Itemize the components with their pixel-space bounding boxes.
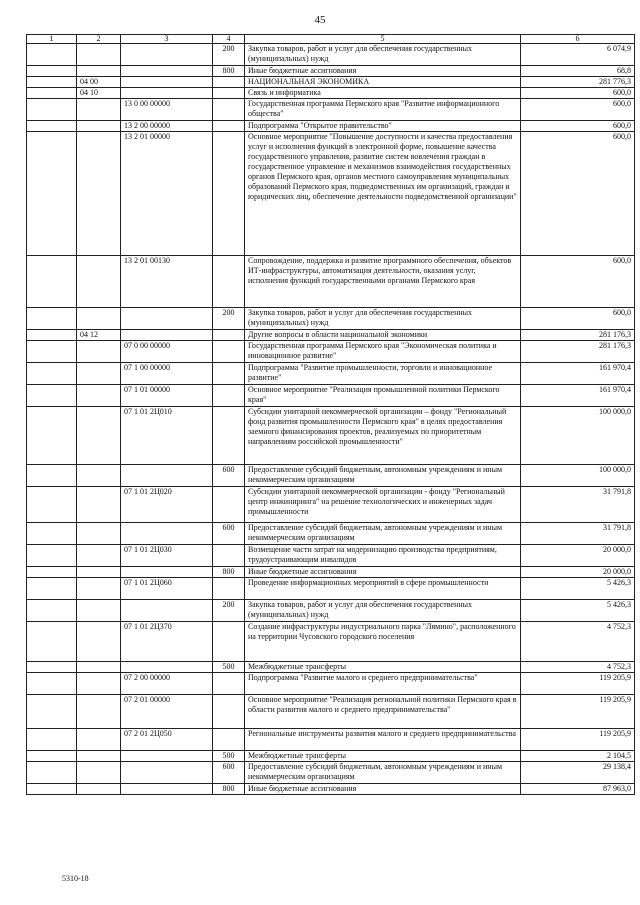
table-row xyxy=(27,487,635,523)
description-cell: Создание инфраструктуры индустриального парка "Лямино", расположенного на территории Чусовского городского поселения xyxy=(245,622,521,662)
table-row xyxy=(27,44,635,66)
target-article-cell: 07 1 01 2Ц060 xyxy=(121,578,213,600)
table-row xyxy=(27,99,635,121)
target-article-cell: 07 1 01 2Ц020 xyxy=(121,487,213,523)
expense-type-cell xyxy=(213,695,245,729)
amount-cell: 281 176,3 xyxy=(521,341,635,363)
amount-cell: 161 970,4 xyxy=(521,363,635,385)
subsection-cell xyxy=(77,673,121,695)
section-cell xyxy=(27,341,77,363)
expense-type-cell xyxy=(213,385,245,407)
amount-cell: 100 000,0 xyxy=(521,407,635,465)
table-row xyxy=(27,407,635,465)
expense-type-cell xyxy=(213,545,245,567)
section-cell xyxy=(27,132,77,256)
expense-type-cell: 600 xyxy=(213,465,245,487)
table-row xyxy=(27,132,635,256)
amount-cell: 600,0 xyxy=(521,308,635,330)
expense-type-cell xyxy=(213,99,245,121)
section-cell xyxy=(27,66,77,77)
column-header: 6 xyxy=(521,35,635,44)
description-cell: Другие вопросы в области национальной экономики xyxy=(245,330,521,341)
expense-type-cell: 800 xyxy=(213,567,245,578)
table-row xyxy=(27,695,635,729)
expense-type-cell xyxy=(213,256,245,308)
description-cell: Проведение информационных мероприятий в сфере промышленности xyxy=(245,578,521,600)
amount-cell: 100 000,0 xyxy=(521,465,635,487)
amount-cell: 600,0 xyxy=(521,121,635,132)
description-cell: Предоставление субсидий бюджетным, автономным учреждениям и иным некоммерческим организациям xyxy=(245,523,521,545)
description-cell: Основное мероприятие "Повышение доступности и качества предоставления услуг и исполнения функций в электронной форме, повышение качества государственного управления, развитие систем вовлечения граждан в государственное управление и механизмов взаимодействия государственных органов Пермского края, органов местного самоуправления муниципальных образований Пермского края, подведомственных им организаций, граждан и юридических лиц, обеспечение деятельности подведомственной организации" xyxy=(245,132,521,256)
target-article-cell xyxy=(121,567,213,578)
budget-table xyxy=(26,34,635,795)
section-cell xyxy=(27,784,77,795)
amount-cell: 4 752,3 xyxy=(521,662,635,673)
table-row xyxy=(27,673,635,695)
expense-type-cell xyxy=(213,330,245,341)
section-cell xyxy=(27,673,77,695)
subsection-cell xyxy=(77,729,121,751)
table-row xyxy=(27,662,635,673)
section-cell xyxy=(27,44,77,66)
amount-cell: 600,0 xyxy=(521,88,635,99)
subsection-cell: 04 00 xyxy=(77,77,121,88)
expense-type-cell: 800 xyxy=(213,66,245,77)
column-header: 5 xyxy=(245,35,521,44)
amount-cell: 119 205,9 xyxy=(521,695,635,729)
amount-cell: 600,0 xyxy=(521,256,635,308)
section-cell xyxy=(27,523,77,545)
target-article-cell: 13 2 01 00000 xyxy=(121,132,213,256)
expense-type-cell xyxy=(213,407,245,465)
amount-cell: 5 426,3 xyxy=(521,578,635,600)
description-cell: Иные бюджетные ассигнования xyxy=(245,567,521,578)
target-article-cell: 07 1 00 00000 xyxy=(121,363,213,385)
amount-cell: 161 970,4 xyxy=(521,385,635,407)
expense-type-cell: 500 xyxy=(213,662,245,673)
expense-type-cell xyxy=(213,132,245,256)
description-cell: Подпрограмма "Открытое правительство" xyxy=(245,121,521,132)
section-cell xyxy=(27,751,77,762)
table-row xyxy=(27,465,635,487)
table-body xyxy=(27,44,635,795)
expense-type-cell: 600 xyxy=(213,762,245,784)
target-article-cell: 07 2 01 2Ц050 xyxy=(121,729,213,751)
description-cell: Закупка товаров, работ и услуг для обеспечения государственных (муниципальных) нужд xyxy=(245,308,521,330)
amount-cell: 87 963,0 xyxy=(521,784,635,795)
column-header: 4 xyxy=(213,35,245,44)
table-row xyxy=(27,523,635,545)
table-row xyxy=(27,66,635,77)
description-cell: Возмещение части затрат на модернизацию производства предприятиям, трудоустраивающим инвалидов xyxy=(245,545,521,567)
amount-cell: 68,8 xyxy=(521,66,635,77)
table-row xyxy=(27,567,635,578)
expense-type-cell xyxy=(213,673,245,695)
target-article-cell xyxy=(121,600,213,622)
description-cell: НАЦИОНАЛЬНАЯ ЭКОНОМИКА xyxy=(245,77,521,88)
expense-type-cell xyxy=(213,341,245,363)
amount-cell: 31 791,8 xyxy=(521,523,635,545)
subsection-cell: 04 12 xyxy=(77,330,121,341)
target-article-cell xyxy=(121,77,213,88)
table-row xyxy=(27,622,635,662)
section-cell xyxy=(27,385,77,407)
expense-type-cell: 200 xyxy=(213,600,245,622)
amount-cell: 281 776,3 xyxy=(521,77,635,88)
target-article-cell xyxy=(121,88,213,99)
amount-cell: 4 752,3 xyxy=(521,622,635,662)
description-cell: Иные бюджетные ассигнования xyxy=(245,784,521,795)
table-row xyxy=(27,256,635,308)
expense-type-cell: 600 xyxy=(213,523,245,545)
expense-type-cell xyxy=(213,88,245,99)
section-cell xyxy=(27,622,77,662)
amount-cell: 600,0 xyxy=(521,132,635,256)
amount-cell: 5 426,3 xyxy=(521,600,635,622)
column-header: 1 xyxy=(27,35,77,44)
table-row xyxy=(27,545,635,567)
page-number: 45 xyxy=(314,14,326,26)
table-row xyxy=(27,751,635,762)
description-cell: Сопровождение, поддержка и развитие программного обеспечения, объектов ИТ-инфраструктуры, автоматизация деятельности, оказания услуг, исполнения функций государственными органами Пермского края xyxy=(245,256,521,308)
description-cell: Подпрограмма "Развитие промышленности, торговли и инновационное развитие" xyxy=(245,363,521,385)
description-cell: Закупка товаров, работ и услуг для обеспечения государственных (муниципальных) нужд xyxy=(245,44,521,66)
table-row xyxy=(27,578,635,600)
table-row xyxy=(27,385,635,407)
section-cell xyxy=(27,121,77,132)
expense-type-cell xyxy=(213,578,245,600)
table-row xyxy=(27,363,635,385)
subsection-cell xyxy=(77,99,121,121)
subsection-cell xyxy=(77,784,121,795)
subsection-cell: 04 10 xyxy=(77,88,121,99)
section-cell xyxy=(27,99,77,121)
target-article-cell xyxy=(121,523,213,545)
subsection-cell xyxy=(77,256,121,308)
section-cell xyxy=(27,545,77,567)
section-cell xyxy=(27,88,77,99)
expense-type-cell xyxy=(213,363,245,385)
expense-type-cell: 200 xyxy=(213,308,245,330)
target-article-cell: 07 1 01 00000 xyxy=(121,385,213,407)
target-article-cell: 13 0 00 00000 xyxy=(121,99,213,121)
table-row xyxy=(27,121,635,132)
target-article-cell: 13 2 00 00000 xyxy=(121,121,213,132)
amount-cell: 119 205,9 xyxy=(521,729,635,751)
table-row xyxy=(27,88,635,99)
description-cell: Субсидии унитарной некоммерческой организации – фонду "Региональный фонд развития промышленности Пермского края" в целях предоставления заемного финансирования проектов, реализуемых по приоритетным направлениям российской промышленности" xyxy=(245,407,521,465)
table-row xyxy=(27,330,635,341)
description-cell: Закупка товаров, работ и услуг для обеспечения государственных (муниципальных) нужд xyxy=(245,600,521,622)
section-cell xyxy=(27,363,77,385)
section-cell xyxy=(27,487,77,523)
description-cell: Межбюджетные трансферты xyxy=(245,662,521,673)
section-cell xyxy=(27,762,77,784)
subsection-cell xyxy=(77,662,121,673)
table-row xyxy=(27,784,635,795)
description-cell: Основное мероприятие "Реализация промышленной политики Пермского края" xyxy=(245,385,521,407)
description-cell: Государственная программа Пермского края "Экономическая политика и инновационное развитие" xyxy=(245,341,521,363)
expense-type-cell xyxy=(213,121,245,132)
table-row xyxy=(27,729,635,751)
target-article-cell xyxy=(121,330,213,341)
subsection-cell xyxy=(77,308,121,330)
table-row xyxy=(27,341,635,363)
expense-type-cell: 800 xyxy=(213,784,245,795)
amount-cell: 2 104,5 xyxy=(521,751,635,762)
target-article-cell xyxy=(121,465,213,487)
description-cell: Подпрограмма "Развитие малого и среднего предпринимательства" xyxy=(245,673,521,695)
column-header: 2 xyxy=(77,35,121,44)
target-article-cell: 07 1 01 2Ц370 xyxy=(121,622,213,662)
subsection-cell xyxy=(77,66,121,77)
subsection-cell xyxy=(77,762,121,784)
amount-cell: 600,0 xyxy=(521,99,635,121)
subsection-cell xyxy=(77,622,121,662)
amount-cell: 119 205,9 xyxy=(521,673,635,695)
subsection-cell xyxy=(77,44,121,66)
subsection-cell xyxy=(77,567,121,578)
amount-cell: 29 138,4 xyxy=(521,762,635,784)
description-cell: Основное мероприятие "Реализация региональной политики Пермского края в области развития малого и среднего предпринимательства" xyxy=(245,695,521,729)
amount-cell: 20 000,0 xyxy=(521,567,635,578)
target-article-cell: 07 0 00 00000 xyxy=(121,341,213,363)
subsection-cell xyxy=(77,465,121,487)
section-cell xyxy=(27,256,77,308)
target-article-cell: 07 1 01 2Ц030 xyxy=(121,545,213,567)
section-cell xyxy=(27,407,77,465)
target-article-cell xyxy=(121,762,213,784)
table-row xyxy=(27,600,635,622)
target-article-cell xyxy=(121,784,213,795)
section-cell xyxy=(27,77,77,88)
description-cell: Иные бюджетные ассигнования xyxy=(245,66,521,77)
section-cell xyxy=(27,578,77,600)
subsection-cell xyxy=(77,545,121,567)
section-cell xyxy=(27,695,77,729)
target-article-cell xyxy=(121,44,213,66)
expense-type-cell: 500 xyxy=(213,751,245,762)
subsection-cell xyxy=(77,487,121,523)
table-row xyxy=(27,308,635,330)
subsection-cell xyxy=(77,132,121,256)
subsection-cell xyxy=(77,385,121,407)
expense-type-cell xyxy=(213,729,245,751)
section-cell xyxy=(27,567,77,578)
subsection-cell xyxy=(77,578,121,600)
target-article-cell xyxy=(121,308,213,330)
description-cell: Межбюджетные трансферты xyxy=(245,751,521,762)
amount-cell: 31 791,8 xyxy=(521,487,635,523)
target-article-cell: 07 2 00 00000 xyxy=(121,673,213,695)
subsection-cell xyxy=(77,751,121,762)
table-row xyxy=(27,77,635,88)
subsection-cell xyxy=(77,341,121,363)
expense-type-cell xyxy=(213,622,245,662)
subsection-cell xyxy=(77,121,121,132)
amount-cell: 6 074,9 xyxy=(521,44,635,66)
description-cell: Региональные инструменты развития малого и среднего предпринимательства xyxy=(245,729,521,751)
amount-cell: 281 176,3 xyxy=(521,330,635,341)
column-header: 3 xyxy=(121,35,213,44)
section-cell xyxy=(27,662,77,673)
target-article-cell: 07 1 01 2Ц010 xyxy=(121,407,213,465)
description-cell: Связь и информатика xyxy=(245,88,521,99)
description-cell: Предоставление субсидий бюджетным, автономным учреждениям и иным некоммерческим организациям xyxy=(245,762,521,784)
footer-code: 5310-18 xyxy=(62,874,89,883)
subsection-cell xyxy=(77,363,121,385)
section-cell xyxy=(27,308,77,330)
expense-type-cell: 200 xyxy=(213,44,245,66)
amount-cell: 20 000,0 xyxy=(521,545,635,567)
target-article-cell xyxy=(121,662,213,673)
target-article-cell: 13 2 01 00130 xyxy=(121,256,213,308)
target-article-cell xyxy=(121,66,213,77)
description-cell: Субсидии унитарной некоммерческой организации - фонду "Региональный центр инжиниринга" на решение технологических и инженерных задач промышленности xyxy=(245,487,521,523)
subsection-cell xyxy=(77,600,121,622)
target-article-cell xyxy=(121,751,213,762)
table-row xyxy=(27,762,635,784)
section-cell xyxy=(27,465,77,487)
section-cell xyxy=(27,330,77,341)
subsection-cell xyxy=(77,695,121,729)
description-cell: Государственная программа Пермского края "Развитие информационного общества" xyxy=(245,99,521,121)
target-article-cell: 07 2 01 00000 xyxy=(121,695,213,729)
expense-type-cell xyxy=(213,77,245,88)
section-cell xyxy=(27,600,77,622)
subsection-cell xyxy=(77,523,121,545)
expense-type-cell xyxy=(213,487,245,523)
subsection-cell xyxy=(77,407,121,465)
table-header-row xyxy=(27,35,635,44)
description-cell: Предоставление субсидий бюджетным, автономным учреждениям и иным некоммерческим организациям xyxy=(245,465,521,487)
section-cell xyxy=(27,729,77,751)
